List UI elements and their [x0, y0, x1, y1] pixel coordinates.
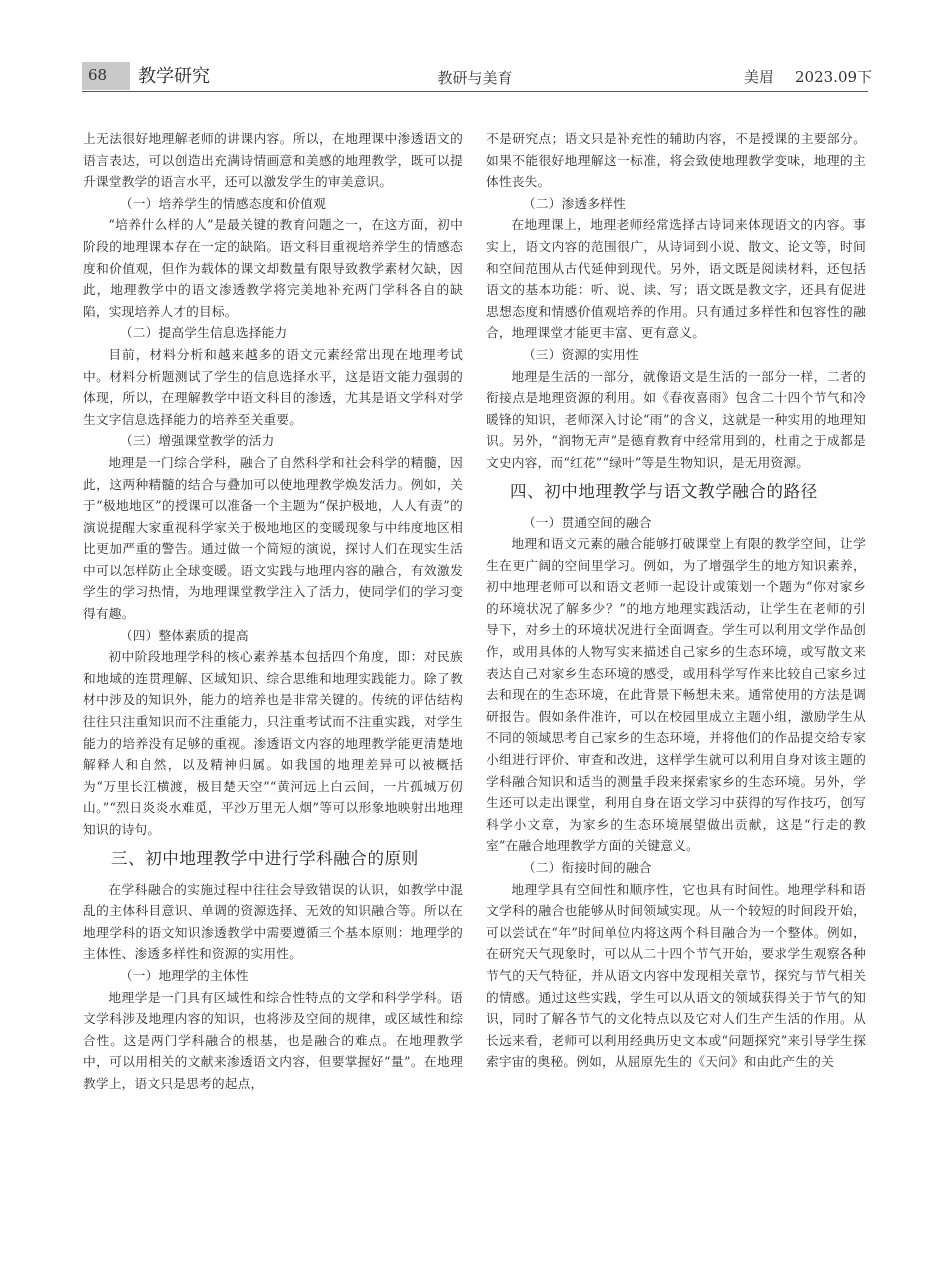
paragraph: 地理和语文元素的融合能够打破课堂上有限的教学空间，让学生在更广阔的空间里学习。例如，为了增强学生的地方知识素养，初中地理老师可以和语文老师一起设计或策划一个题为“你对家乡的环境状况了解多少？”的地方地理实践活动，让学生在老师的引导下，对乡土的环境状况进行全面调查。学生可以利用文学作品创作，或用具体的人物写实来描述自己家乡的生态环境，或写散文来表达自己对家乡生态环境的感受，或用科学写作来比较自己家乡过去和现在的生态环境，在此背景下畅想未来。通常使用的方法是调研报告。假如条件准许，可以在校园里成立主题小组，激励学生从不同的领域思考自己家乡的生态环境，并将他们的作品提交给专家小组进行评价、审查和改进，这样学生就可以利用自身对该主题的学科融合知识和适当的测量手段来探索家乡的生态环境。另外，学生还可以走出课堂，利用自身在语文学习中获得的写作技巧，创写科学小文章，为家乡的生态环境展望做出贡献，这是“行走的教室”在融合地理教学方面的关键意义。 — [486, 536, 866, 854]
paragraph: 初中阶段地理学科的核心素养基本包括四个角度，即：对民族和地域的连贯理解、区域知识、综合思维和地理实践能力。除了教材中涉及的知识外，能力的培养也是非常关键的。传统的评估结构往往只注重知识而不注重能力，只注重考试而不注重实践，对学生能力的培养没有足够的重视。渗透语文内容的地理教学能更清楚地解释人和自然，以及精神归属。如我国的地理差异可以被概括为“万里长江横渡，极目楚天空”“黄河远上白云间，一片孤城万仞山。”“烈日炎炎水难觅，平沙万里无人烟”等可以形象地映射出地理知识的诗句。 — [83, 649, 463, 837]
paragraph: 地理学具有空间性和顺序性，它也具有时间性。地理学科和语文学科的融合也能够从时间领域实现。从一个较短的时间段开始，可以尝试在“年”时间单位内将这两个科目融合为一个整体。例如，在研究天气现象时，可以从二十四个节气开始，要求学生观察各种节气的天气特征，并从语文内容中发现相关章节，探究与节气相关的情感。通过这些实践，学生可以从语文的领域获得关于节气的知识，同时了解各节气的文化特点以及它对人们生产生活的作用。从长远来看，老师可以利用经典历史文本或“问题探究”来引导学生探索宇宙的奥秘。例如，从屈原先生的《天问》和由此产生的关 — [486, 881, 866, 1070]
header-divider — [82, 91, 868, 92]
section-heading: 四、初中地理教学与语文教学融合的路径 — [510, 481, 818, 501]
subsection-heading: （四）整体素质的提高 — [119, 627, 249, 643]
paragraph: 在地理课上，地理老师经常选择古诗词来体现语文的内容。事实上，语文内容的范围很广，从诗词到小说、散文、论文等，时间和空间范围从古代延伸到现代。另外，语文既是阅读材料，还包括语文的基本功能：听、说、读、写；语文既是教文字，还具有促进思想态度和情感价值观培养的作用。只有通过多样性和包容性的融合，地理课堂才能更丰富、更有意义。 — [486, 217, 866, 341]
paragraph: 在学科融合的实施过程中往往会导致错误的认识，如教学中混乱的主体科目意识、单调的资源选择、无效的知识融合等。所以在地理学科的语文知识渗透教学中需要遵循三个基本原则：地理学的主体性、渗透多样性和资源的实用性。 — [83, 881, 463, 962]
subsection-heading: （二）提高学生信息选择能力 — [119, 325, 288, 341]
journal-title: 教研与美育 — [437, 69, 513, 87]
subsection-heading: （一）地理学的主体性 — [119, 967, 249, 983]
paragraph: 目前，材料分析和越来越多的语文元素经常出现在地理考试中。材料分析题测试了学生的信息选择水平，这是语文能力强弱的体现，所以，在理解教学中语文科目的渗透，尤其是语文学科对学生文字信息选择能力的培养至关重要。 — [83, 346, 463, 427]
right-column — [486, 128, 866, 1073]
issue-date: 2023.09下 — [795, 68, 873, 86]
subsection-heading: （二）渗透多样性 — [522, 195, 626, 211]
paragraph: 上无法很好地理解老师的讲课内容。所以，在地理课中渗透语文的语言表达，可以创造出充满诗情画意和美感的地理教学，既可以提升课堂教学的语言水平，还可以激发学生的审美意识。 — [83, 131, 463, 190]
left-column — [83, 128, 463, 1095]
paragraph: 地理是生活的一部分，就像语文是生活的一部分一样，二者的衔接点是地理资源的利用。如《春夜喜雨》包含二十四个节气和冷暖锋的知识，老师深入讨论“雨”的含义，这就是一种实用的地理知识。另外，“润物无声”是德育教育中经常用到的，杜甫之于成都是文史内容，而“红花”“绿叶”等是生物知识，是无用资源。 — [486, 368, 866, 470]
subsection-heading: （一）贯通空间的融合 — [522, 514, 652, 530]
subsection-heading: （二）衔接时间的融合 — [522, 860, 652, 875]
section-title: 教学研究 — [138, 66, 210, 87]
paragraph: 不是研究点；语文只是补充性的辅助内容，不是授课的主要部分。如果不能很好地理解这一标准，将会致使地理教学变味，地理的主体性丧失。 — [486, 131, 866, 190]
subsection-heading: （三）增强课堂教学的活力 — [119, 433, 275, 449]
header-author: 美眉 — [744, 68, 775, 86]
paragraph: “培养什么样的人”是最关键的教育问题之一，在这方面，初中阶段的地理课本存在一定的缺陷。语文科目重视培养学生的情感态度和价值观，但作为载体的课文却数量有限导致教学素材欠缺，因此，地理教学中的语文渗透教学将完美地补充两门学科各自的缺陷，实现培养人才的目标。 — [83, 217, 463, 319]
page-number: 68 — [88, 66, 108, 84]
paragraph: 地理是一门综合学科，融合了自然科学和社会科学的精髓，因此，这两种精髓的结合与叠加可以使地理教学焕发活力。例如，关于“极地地区”的授课可以准备一个主题为“保护极地，人人有责”的演说提醒大家重视科学家关于极地地区的变暖现象与中纬度地区相比更加严重的警告。通过做一个简短的演说，探讨人们在现实生活中可以怎样防止全球变暖。语文实践与地理内容的融合，有效激发学生的学习热情，为地理课堂教学注入了活力，使同学们的学习变得有趣。 — [83, 454, 463, 622]
subsection-heading: （三）资源的实用性 — [522, 346, 639, 362]
paragraph: 地理学是一门具有区域性和综合性特点的文学和科学学科。语文学科涉及地理内容的知识，也将涉及空间的规律，或区域性和综合性。这是两门学科融合的根基，也是融合的难点。在地理教学中，可以用相关的文献来渗透语文内容，但要掌握好“量”。在地理教学上，语文只是思考的起点， — [83, 989, 463, 1091]
subsection-heading: （一）培养学生的情感态度和价值观 — [119, 195, 327, 211]
section-heading: 三、初中地理教学中进行学科融合的原则 — [111, 848, 419, 868]
page-header — [0, 0, 950, 100]
